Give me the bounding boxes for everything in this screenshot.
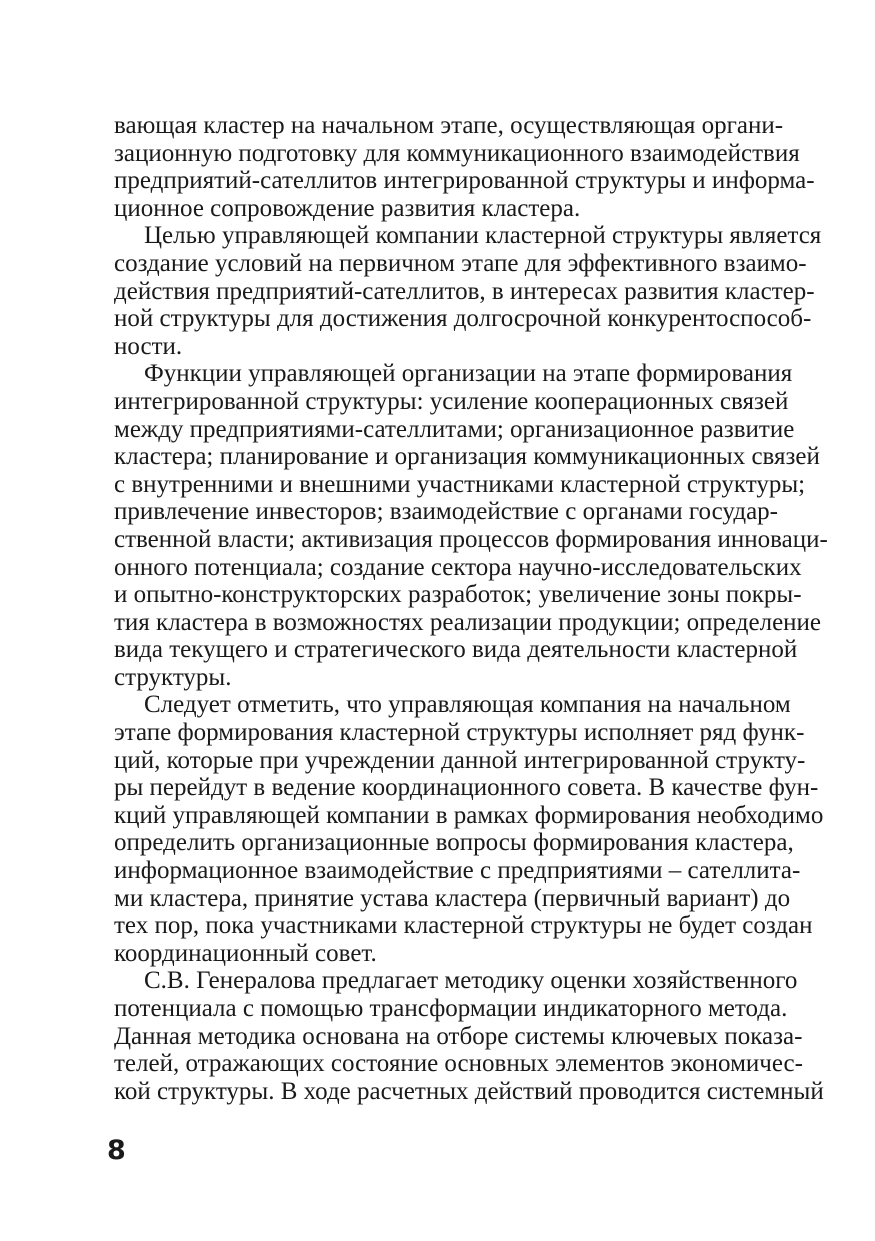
page-number: 8 [107,1135,126,1166]
paragraph-5 [114,967,824,1105]
text-line: телей, отражающих состояние основных элементов экономичес- [114,1050,803,1078]
text-line: ной структуры для достижения долгосрочной конкурентоспособ- [114,305,812,333]
text-line: структуры. [114,663,232,691]
text-line: ций, которые при учреждении данной интегрированной структу- [114,746,806,774]
page-body [114,112,828,1105]
paragraph-1 [114,112,815,222]
text-line: тия кластера в возможностях реализации продукции; определение [114,608,822,636]
text-line: Следует отметить, что управляющая компания на начальном [144,691,791,719]
text-line: привлечение инвесторов; взаимодействие с органами государ- [114,498,778,526]
text-line: тех пор, пока участниками кластерной структуры не будет создан [114,912,813,940]
paragraph-4 [114,691,824,967]
text-line: потенциала с помощью трансформации индикаторного метода. [114,995,788,1022]
text-line: создание условий на первичном этапе для эффективного взаимо- [114,249,807,277]
text-line: координационный совет. [114,939,377,967]
text-line: этапе формирования кластерной структуры исполняет ряд функ- [114,719,805,747]
text-line: онного потенциала; создание сектора научно-исследовательских [114,553,802,581]
paragraph-3 [114,360,828,691]
text-line: вида текущего и стратегического вида деятельности кластерной [114,636,798,664]
text-line: кластера; планирование и организация коммуникационных связей [114,443,820,471]
text-line: предприятий-сателлитов интегрированной структуры и информа- [114,167,815,195]
text-line: кой структуры. В ходе расчетных действий проводится системный [114,1077,824,1105]
text-line: между предприятиями-сателлитами; организационное развитие [114,415,795,443]
text-line: ры перейдут в ведение координационного совета. В качестве фун- [114,774,819,802]
text-line: Данная методика основана на отборе системы ключевых показа- [114,1022,803,1050]
text-line: ционное сопровождение развития кластера. [114,194,581,222]
text-line: зационную подготовку для коммуникационного взаимодействия [114,139,800,167]
text-line: информационное взаимодействие с предприятиями – сателлита- [114,857,801,885]
text-line: Целью управляющей компании кластерной структуры является [144,222,822,250]
text-line: С.В. Генералова предлагает методику оценки хозяйственного [144,967,798,995]
text-line: ности. [114,332,183,360]
text-line: кций управляющей компании в рамках формирования необходимо [114,801,824,829]
text-line: определить организационные вопросы формирования кластера, [114,829,794,857]
text-line: Функции управляющей организации на этапе формирования [144,360,793,388]
text-line: вающая кластер на начальном этапе, осуществляющая органи- [114,112,784,139]
text-line: с внутренними и внешними участниками кластерной структуры; [114,470,806,498]
text-line: ми кластера, принятие устава кластера (первичный вариант) до [114,884,791,912]
text-line: и опытно-конструкторских разработок; увеличение зоны покры- [114,581,802,609]
text-line: действия предприятий-сателлитов, в интересах развития кластер- [114,277,815,305]
text-line: интегрированной структуры: усиление кооперационных связей [114,387,789,415]
paragraph-2 [114,222,822,360]
text-line: ственной власти; активизация процессов формирования инноваци- [114,525,828,553]
